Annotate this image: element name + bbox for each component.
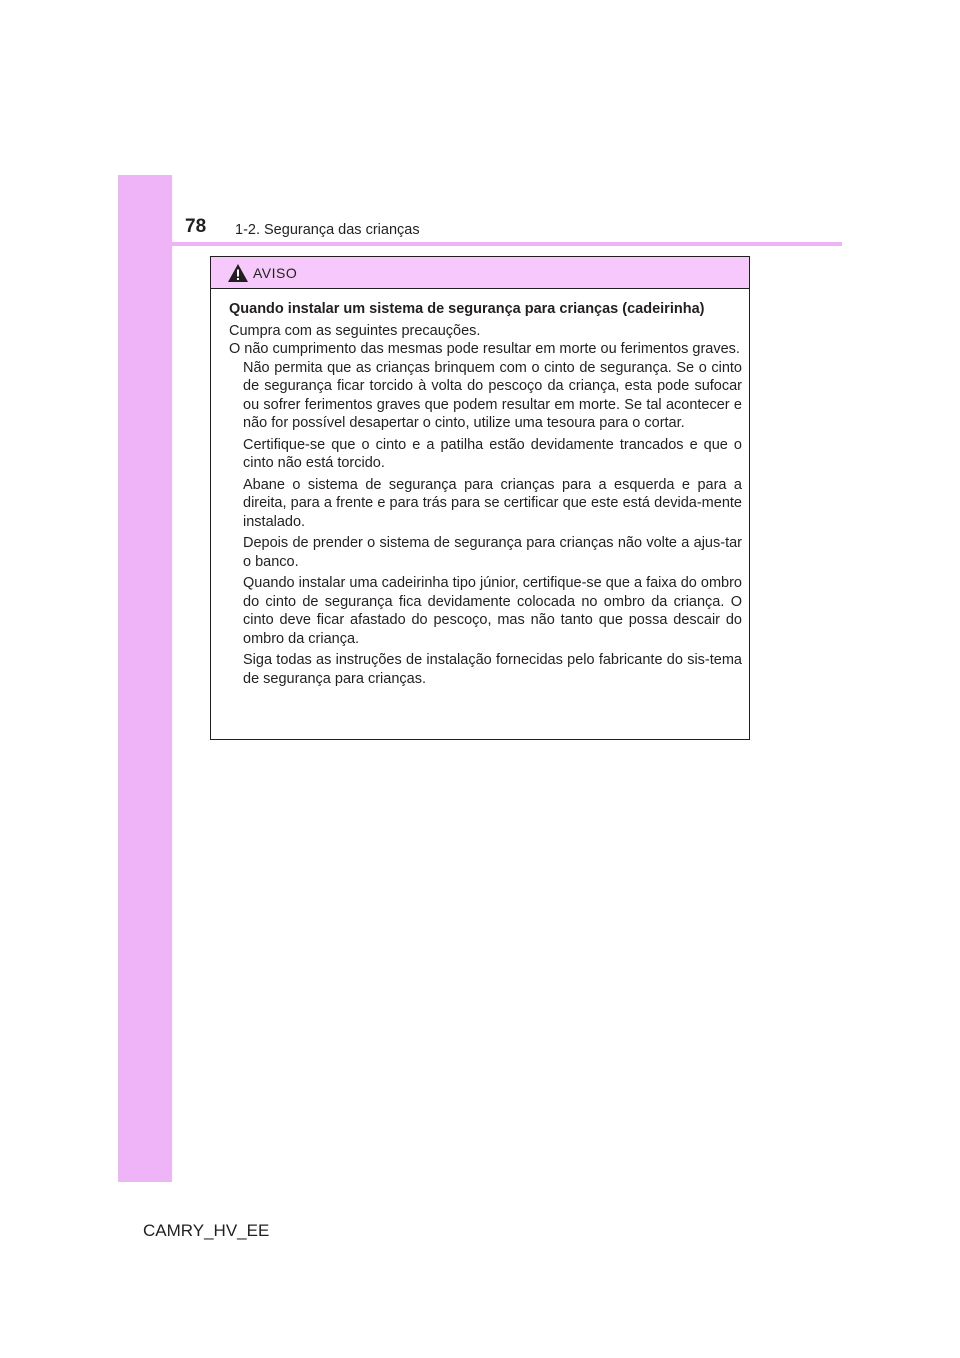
list-item: Não permita que as crianças brinquem com o cinto de segurança. Se o cinto de segurança ficar torcido à volta do pescoço da criança, esta pode sufocar ou sofrer ferimentos graves que podem resultar em morte. Se tal acontecer e não for possível desapertar o cinto, utilize uma tesoura para o cortar. bbox=[243, 359, 742, 431]
section-title: 1-2. Segurança das crianças bbox=[235, 222, 420, 238]
list-item: Siga todas as instruções de instalação fornecidas pelo fabricante do sis-tema de segurança para crianças. bbox=[243, 652, 742, 687]
intro-line: Cumpra com as seguintes precauções. O não cumprimento das mesmas pode resultar em morte ou ferimentos graves. bbox=[229, 322, 740, 357]
warning-header bbox=[211, 257, 749, 289]
warning-intro bbox=[229, 322, 742, 359]
page-number: 78 bbox=[185, 216, 207, 237]
list-item: Depois de prender o sistema de segurança para crianças não volte a ajus-tar o banco. bbox=[243, 535, 742, 570]
chapter-side-tab bbox=[118, 175, 172, 1182]
warning-label: AVISO bbox=[253, 265, 298, 281]
list-item: Certifique-se que o cinto e a patilha estão devidamente trancados e que o cinto não está torcido. bbox=[243, 436, 742, 471]
warning-triangle-icon bbox=[227, 263, 249, 283]
footer-model-code: CAMRY_HV_EE bbox=[143, 1221, 270, 1240]
precaution-list bbox=[229, 359, 742, 689]
warning-body bbox=[211, 289, 749, 688]
header-rule bbox=[118, 242, 842, 246]
list-item: Abane o sistema de segurança para crianças para a esquerda e para a direita, para a frente e para trás para se certificar que este está devida-mente instalado. bbox=[243, 476, 742, 530]
list-item: Quando instalar uma cadeirinha tipo júnior, certifique-se que a faixa do ombro do cinto de segurança fica devidamente colocada no ombro da criança. O cinto deve ficar afastado do pescoço, mas não tanto que possa descair do ombro da criança. bbox=[243, 575, 742, 647]
warning-heading: Quando instalar um sistema de segurança para crianças (cadeirinha) bbox=[229, 301, 705, 317]
warning-box bbox=[210, 256, 750, 740]
